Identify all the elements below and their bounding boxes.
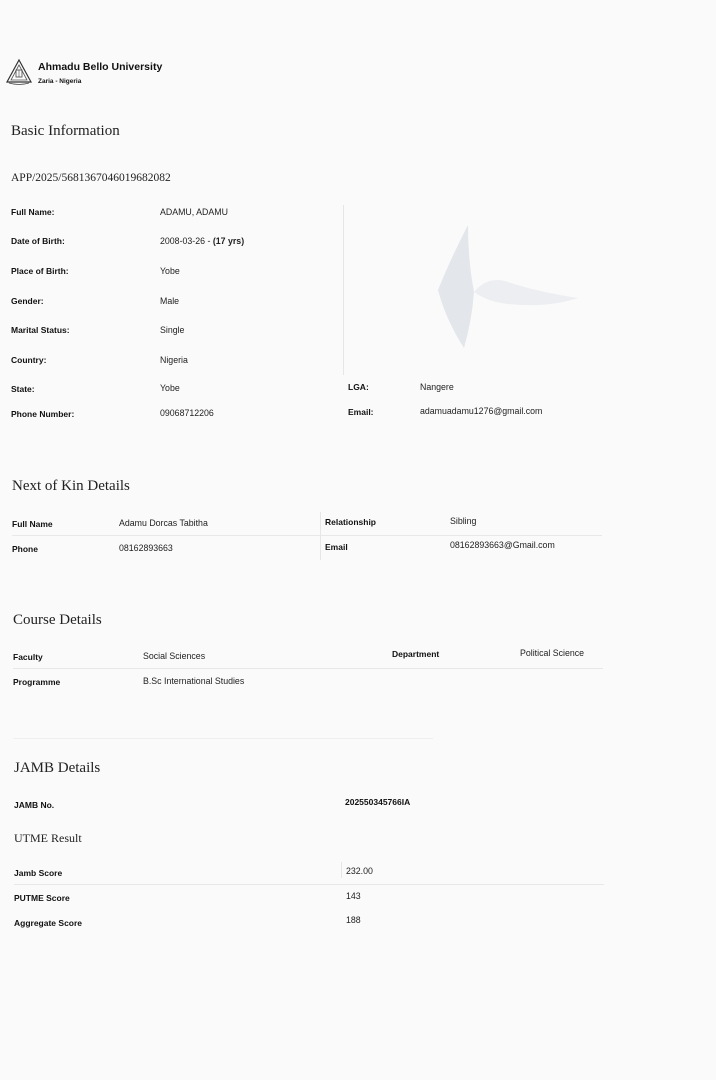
kin-relationship-label: Relationship: [325, 517, 377, 527]
faculty-value: Social Sciences: [143, 651, 206, 661]
kin-email-value: 08162893663@Gmail.com: [450, 540, 555, 550]
basic-info-title: Basic Information: [11, 123, 120, 139]
kin-divider: [320, 512, 321, 560]
dob-value: 2008-03-26 - (17 yrs): [160, 236, 245, 246]
gender-value: Male: [160, 296, 180, 306]
full-name-label: Full Name:: [11, 207, 55, 217]
kin-email-label: Email: [325, 542, 348, 552]
course-row-divider: [13, 668, 603, 669]
country-value: Nigeria: [160, 355, 188, 365]
programme-label: Programme: [13, 677, 61, 687]
aggregate-score-label: Aggregate Score: [14, 918, 83, 928]
course-title: Course Details: [13, 612, 102, 628]
next-of-kin-title: Next of Kin Details: [12, 478, 130, 494]
full-name-value: ADAMU, ADAMU: [160, 207, 228, 217]
kin-row-divider: [12, 535, 602, 536]
kin-relationship-value: Sibling: [450, 516, 477, 526]
university-name: Ahmadu Bello University: [38, 61, 163, 73]
jamb-score-value: 232.00: [346, 866, 373, 876]
passport-photo: [428, 220, 598, 360]
kin-name-value: Adamu Dorcas Tabitha: [119, 518, 208, 528]
state-label: State:: [11, 384, 35, 394]
aggregate-score-value: 188: [346, 915, 361, 925]
place-of-birth-value: Yobe: [160, 266, 180, 276]
putme-score-label: PUTME Score: [14, 893, 70, 903]
phone-label: Phone Number:: [11, 409, 75, 419]
kin-name-label: Full Name: [12, 519, 53, 529]
application-number: APP/2025/5681367046019682082: [11, 172, 171, 184]
jamb-title: JAMB Details: [14, 760, 101, 776]
country-label: Country:: [11, 355, 47, 365]
gender-label: Gender:: [11, 296, 44, 306]
kin-phone-label: Phone: [12, 544, 38, 554]
lga-value: Nangere: [420, 382, 454, 392]
jamb-no-value: 202550345766IA: [345, 797, 411, 807]
phone-value: 09068712206: [160, 408, 214, 418]
department-value: Political Science: [520, 648, 585, 658]
university-crest-icon: [5, 58, 33, 86]
university-location: Zaria - Nigeria: [38, 78, 82, 85]
place-of-birth-label: Place of Birth:: [11, 266, 69, 276]
putme-score-value: 143: [346, 891, 361, 901]
jamb-no-label: JAMB No.: [14, 800, 55, 810]
age-value: (17 yrs): [212, 236, 245, 246]
email-value: adamuadamu1276@gmail.com: [420, 406, 543, 416]
kin-phone-value: 08162893663: [119, 543, 173, 553]
lga-label: LGA:: [348, 382, 369, 392]
utme-result-title: UTME Result: [14, 831, 82, 845]
jamb-score-divider: [341, 862, 342, 878]
photo-divider: [343, 205, 344, 375]
jamb-score-label: Jamb Score: [14, 868, 63, 878]
course-bottom-divider: [13, 738, 433, 739]
department-label: Department: [392, 649, 440, 659]
jamb-row-divider: [14, 884, 604, 885]
faculty-label: Faculty: [13, 652, 43, 662]
state-value: Yobe: [160, 383, 180, 393]
marital-status-value: Single: [160, 325, 185, 335]
programme-value: B.Sc International Studies: [143, 676, 245, 686]
dob-label: Date of Birth:: [11, 236, 65, 246]
marital-status-label: Marital Status:: [11, 325, 70, 335]
email-label: Email:: [348, 407, 374, 417]
